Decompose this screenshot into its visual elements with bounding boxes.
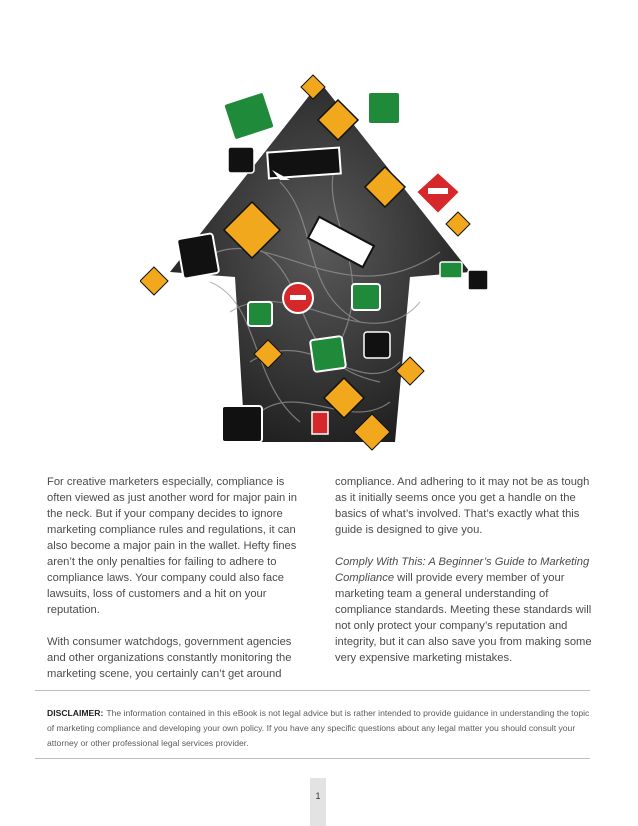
intro-right-paragraph-2 [335, 554, 593, 666]
divider-bottom [35, 758, 590, 759]
green-small-sign [352, 284, 380, 310]
disclaimer-text: The information contained in this eBook is not legal advice but is rather intended to provide guidance in understanding the topic of marketing compliance and developing your own policy. If you have any specific questions about any legal matter you should consult your attorney or other professional legal services provider. [47, 708, 590, 748]
black-question-sign [177, 233, 219, 279]
black-curve-sign [364, 332, 390, 358]
guide-title: Comply With This: A Beginner’s Guide to Marketing Compliance [335, 556, 590, 584]
red-small-sign [312, 412, 328, 434]
road-sign-arrow-illustration [140, 62, 500, 482]
yellow-right-sign [446, 212, 470, 236]
intro-right-paragraph-2-text: will provide every member of your marketing team a general understanding of compliance standards. Meeting these standards will not only protect your company’s reputation and integrity, but it can also save you from making some very expensive marketing mistakes. [335, 572, 592, 664]
page-number: 1 [315, 791, 321, 801]
green-up-arrow-sign [310, 336, 346, 372]
disclaimer [47, 706, 592, 751]
green-arrow-sign [223, 91, 275, 140]
intro-left-column [47, 474, 305, 682]
road-sign-arrow-graphic [140, 62, 500, 482]
green-right-sign [440, 262, 462, 278]
page-number-tab [310, 778, 326, 826]
intro-left-paragraph-2: With consumer watchdogs, government agencies and other organizations constantly monitoring the marketing scene, you certainly can’t get around [47, 636, 292, 680]
small-yellow-left-sign [140, 267, 168, 295]
black-small-right-sign [468, 270, 488, 290]
black-uturn-sign [228, 147, 254, 173]
divider-top [35, 690, 590, 691]
intro-right-paragraph-1: compliance. And adhering to it may not be as tough as it initially seems once you get a handle on the basics of what’s involved. That’s exactly what this guide is designed to give you. [335, 476, 590, 536]
green-fork-sign [368, 92, 400, 124]
black-uturn-sign-lower [222, 406, 262, 442]
intro-left-paragraph-1: For creative marketers especially, compliance is often viewed as just another word for major pain in the neck. But if your company decides to ignore marketing compliance rules and regulations, it can also become a major pain in the wallet. Hefty fines aren’t the only penalties for failing to adhere to compliance laws. Your company could also face lawsuits, loss of customers and a hit on your reputation. [47, 476, 297, 616]
intro-right-column [335, 474, 593, 666]
green-y-sign [248, 302, 272, 326]
disclaimer-label: DISCLAIMER: [47, 708, 104, 718]
